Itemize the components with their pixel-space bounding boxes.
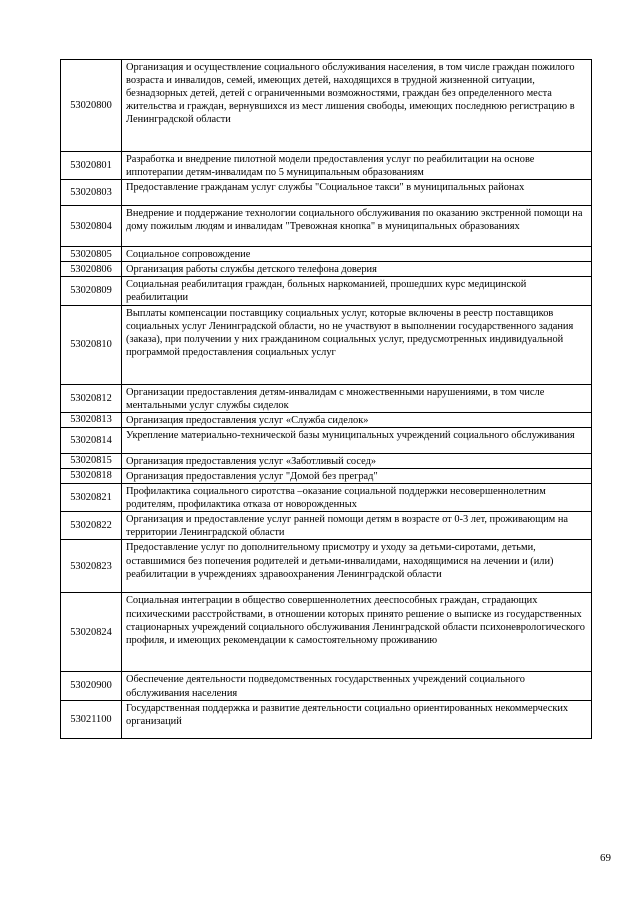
row-code: 53020805: [61, 247, 122, 262]
table-row: [61, 427, 592, 453]
row-description: Организация и осуществление социального обслуживания населения, в том числе граждан пожилого возраста и инвалидов, семей, имеющих детей, находящихся в трудной жизненной ситуации, безнадзорных детей, детей с ограниченными возможностями, граждан без определенного места жительства и граждан, вернувшихся из мест лишения свободы, имеющих последнюю регистрацию в Ленинградской области: [122, 60, 592, 152]
page-number: 69: [600, 852, 611, 864]
table-row: [61, 384, 592, 412]
table-row: [61, 700, 592, 738]
row-description: Организация предоставления услуг "Домой без преград": [122, 468, 592, 483]
row-code: 53020822: [61, 512, 122, 540]
row-code: 53020812: [61, 384, 122, 412]
budget-codes-table: [60, 59, 592, 739]
row-description: Профилактика социального сиротства –оказание социальной поддержки несовершеннолетним родителям, профилактика отказа от новорожденных: [122, 484, 592, 512]
row-code: 53020806: [61, 262, 122, 277]
table-row: [61, 262, 592, 277]
row-description: Выплаты компенсации поставщику социальных услуг, которые включены в реестр поставщиков социальных услуг Ленинградской области, но не участвуют в выполнении государственного задания (заказа), при получении у них гражданином социальных услуг, предусмотренных индивидуальной программой предоставления социальных услуг: [122, 305, 592, 384]
row-description: Внедрение и поддержание технологии социального обслуживания по оказанию экстренной помощи на дому пожилым людям и инвалидам "Тревожная кнопка" в муниципальных образованиях: [122, 206, 592, 247]
row-description: Организации предоставления детям-инвалидам с множественными нарушениями, в том числе ментальными услуг службы сиделок: [122, 384, 592, 412]
row-code: 53020814: [61, 427, 122, 453]
row-description: Организация и предоставление услуг ранней помощи детям в возрасте от 0-3 лет, проживающим на территории Ленинградской области: [122, 512, 592, 540]
row-code: 53020824: [61, 593, 122, 672]
row-code: 53020813: [61, 412, 122, 427]
row-description: Социальная реабилитация граждан, больных наркоманией, прошедших курс медицинской реабилитации: [122, 277, 592, 305]
table-body: [61, 60, 592, 739]
table-row: [61, 412, 592, 427]
table-row: [61, 468, 592, 483]
table-row: [61, 206, 592, 247]
table-row: [61, 540, 592, 593]
row-description: Предоставление гражданам услуг службы "Социальное такси" в муниципальных районах: [122, 180, 592, 206]
row-code: 53020818: [61, 468, 122, 483]
table-row: [61, 453, 592, 468]
table-row: [61, 672, 592, 700]
row-description: Государственная поддержка и развитие деятельности социально ориентированных некоммерческих организаций: [122, 700, 592, 738]
row-code: 53020900: [61, 672, 122, 700]
row-description: Организация предоставления услуг «Служба сиделок»: [122, 412, 592, 427]
table-row: [61, 593, 592, 672]
row-code: 53020800: [61, 60, 122, 152]
row-code: 53021100: [61, 700, 122, 738]
row-description: Разработка и внедрение пилотной модели предоставления услуг по реабилитации на основе иппотерапии детям-инвалидам по 5 муниципальным образованиям: [122, 152, 592, 180]
row-code: 53020815: [61, 453, 122, 468]
table-row: [61, 152, 592, 180]
table-row: [61, 512, 592, 540]
table-row: [61, 484, 592, 512]
row-code: 53020809: [61, 277, 122, 305]
row-code: 53020823: [61, 540, 122, 593]
row-description: Организация работы службы детского телефона доверия: [122, 262, 592, 277]
row-description: Организация предоставления услуг «Заботливый сосед»: [122, 453, 592, 468]
row-description: Предоставление услуг по дополнительному присмотру и уходу за детьми-сиротами, детьми, оставшимися без попечения родителей и детьми-инвалидами, находящимися на лечении и (или) реабилитации в учреждениях здравоохранения Ленинградской области: [122, 540, 592, 593]
table-row: [61, 277, 592, 305]
row-description: Обеспечение деятельности подведомственных государственных учреждений социального обслуживания населения: [122, 672, 592, 700]
row-code: 53020821: [61, 484, 122, 512]
table-row: [61, 180, 592, 206]
table-row: [61, 247, 592, 262]
row-description: Социальное сопровождение: [122, 247, 592, 262]
row-code: 53020801: [61, 152, 122, 180]
table-row: [61, 60, 592, 152]
row-code: 53020803: [61, 180, 122, 206]
row-code: 53020810: [61, 305, 122, 384]
row-description: Укрепление материально-технической базы муниципальных учреждений социального обслуживания: [122, 427, 592, 453]
row-code: 53020804: [61, 206, 122, 247]
row-description: Социальная интеграции в общество совершеннолетних дееспособных граждан, страдающих психическими расстройствами, в отношении которых принято решение о выписке из государственных стационарных учреждений социального обслуживания Ленинградской области психоневрологического профиля, и имеющих рекомендации к самостоятельному проживанию: [122, 593, 592, 672]
table-row: [61, 305, 592, 384]
